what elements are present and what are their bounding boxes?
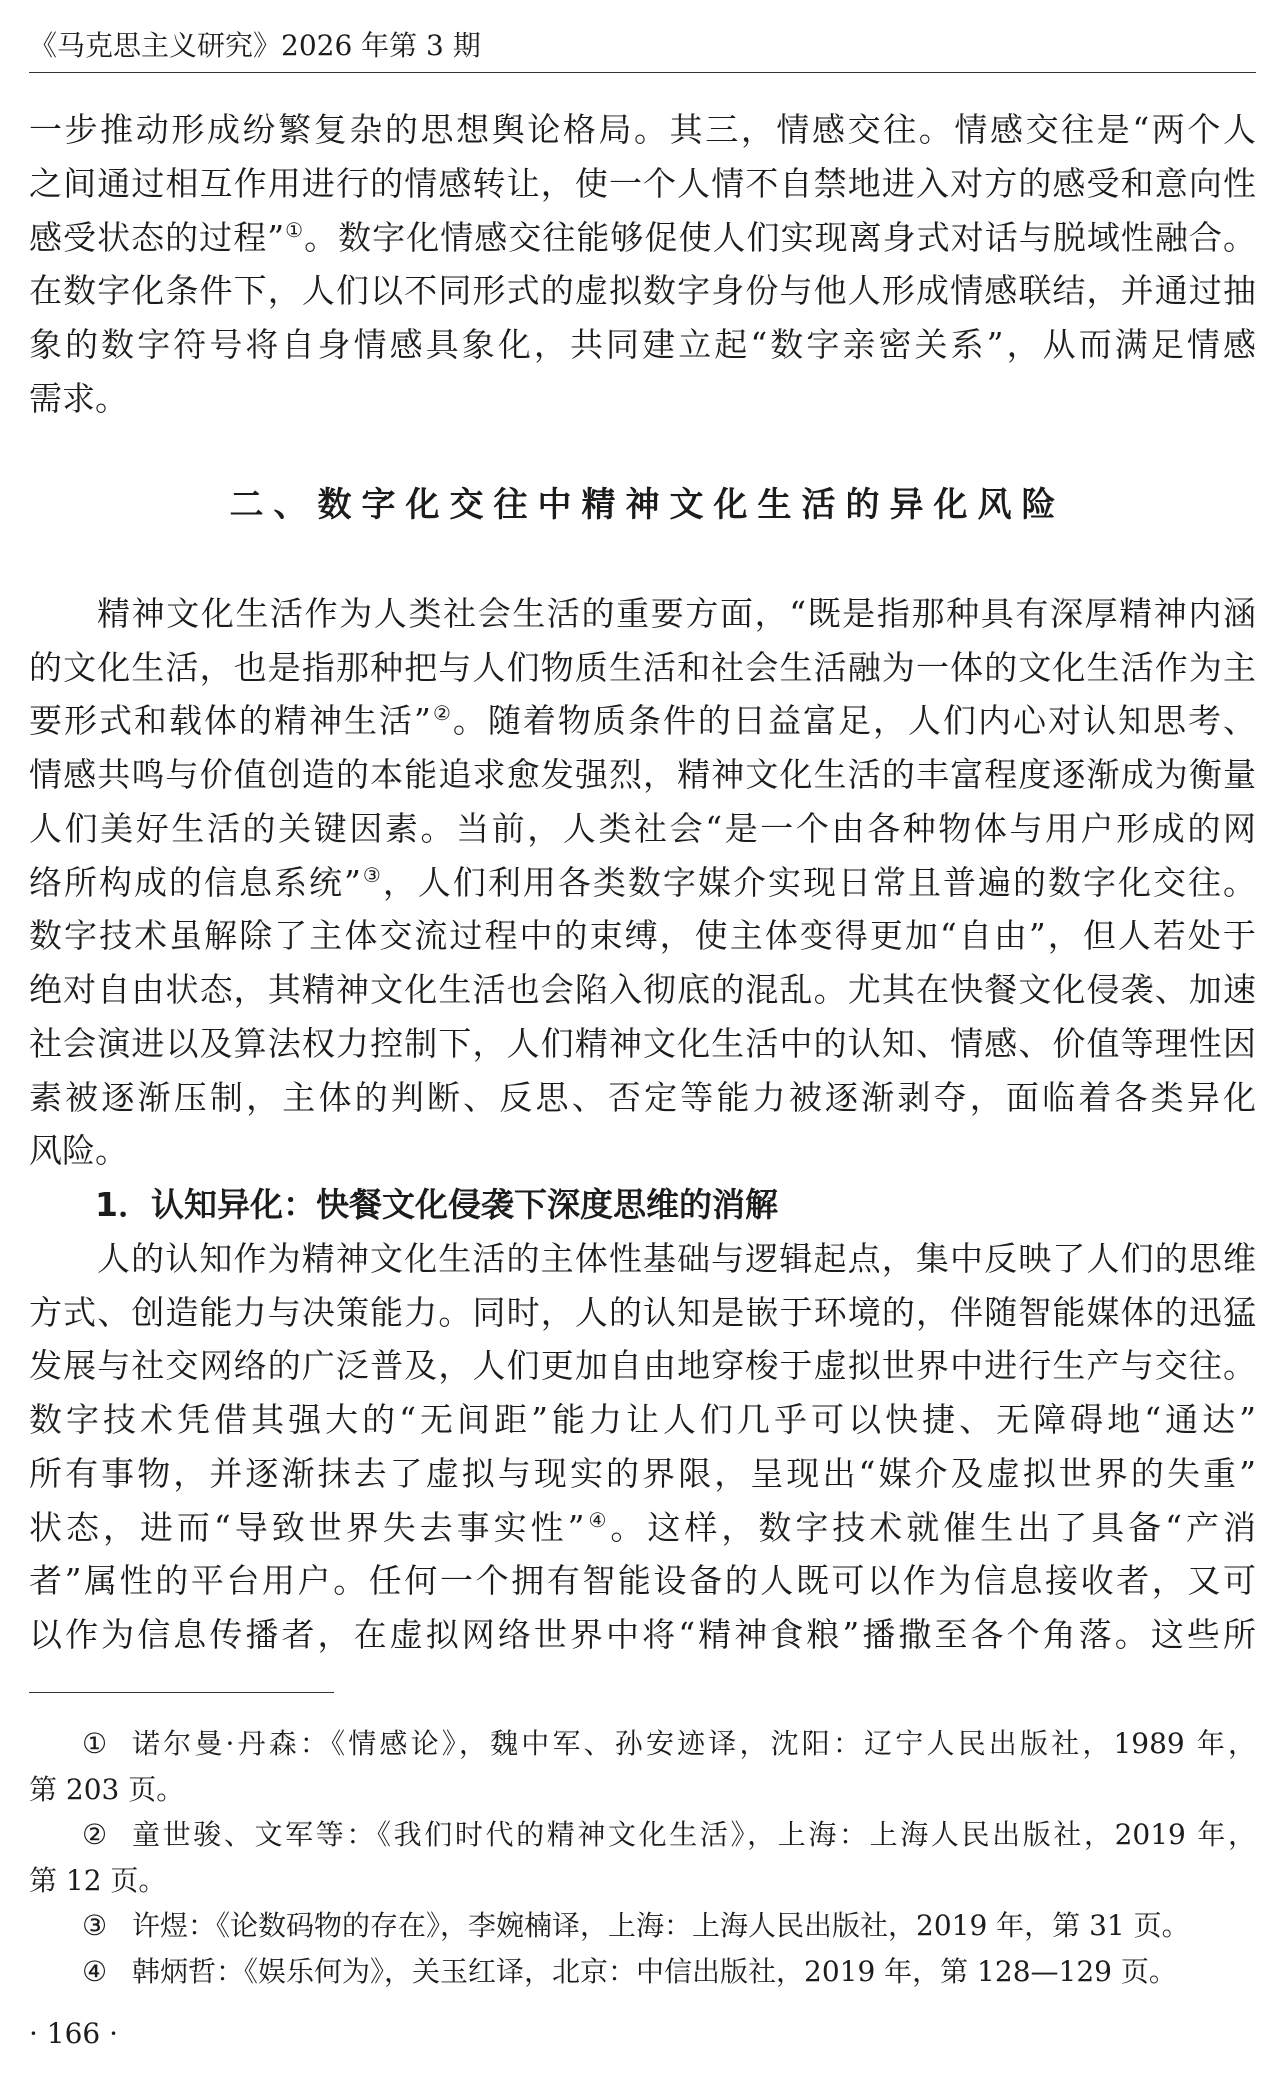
footnote bbox=[29, 1812, 1256, 1903]
header-rule bbox=[29, 72, 1256, 73]
section-heading: 二、数字化交往中精神文化生活的异化风险 bbox=[229, 485, 1066, 526]
text-line: 要形式和载体的精神生活”②。随着物质条件的日益富足，人们内心对认知思考、 bbox=[29, 701, 1256, 741]
running-header: 《马克思主义研究》2026 年第 3 期 bbox=[29, 29, 481, 62]
footnote-line: 第 12 页。 bbox=[29, 1863, 167, 1897]
footnote-marker: ② bbox=[82, 1818, 108, 1852]
footnote-ref: ④ bbox=[584, 1507, 611, 1532]
footnote-text: 许煜：《论数码物的存在》，李婉楠译，上海：上海人民出版社，2019 年，第 31 页。 bbox=[132, 1909, 1190, 1943]
text-line: 以作为信息传播者，在虚拟网络世界中将“精神食粮”播撒至各个角落。这些所 bbox=[29, 1615, 1256, 1654]
page-number: · 166 · bbox=[29, 2017, 119, 2050]
footnote bbox=[29, 1949, 1256, 1995]
text-line: 发展与社交网络的广泛普及，人们更加自由地穿梭于虚拟世界中进行生产与交往。 bbox=[29, 1346, 1256, 1386]
footnote-line bbox=[29, 1949, 1256, 1995]
text-line: 数字技术虽解除了主体交流过程中的束缚，使主体变得更加“自由”，但人若处于 bbox=[29, 916, 1256, 956]
text-line: 人们美好生活的关键因素。当前，人类社会“是一个由各种物体与用户形成的网 bbox=[29, 808, 1256, 848]
text-line: 风险。 bbox=[29, 1131, 128, 1171]
footnotes bbox=[29, 1721, 1256, 1995]
footnote-marker: ① bbox=[82, 1727, 108, 1760]
text-line: 的文化生活，也是指那种把与人们物质生活和社会生活融为一体的文化生活作为主 bbox=[29, 647, 1256, 687]
article-body bbox=[29, 103, 1256, 1662]
text-line: 之间通过相互作用进行的情感转让，使一个人情不自禁地进入对方的感受和意向性 bbox=[29, 163, 1256, 203]
text-line: 数字技术凭借其强大的“无间距”能力让人们几乎可以快捷、无障碍地“通达” bbox=[29, 1400, 1256, 1439]
text-line: 方式、创造能力与决策能力。同时，人的认知是嵌于环境的，伴随智能媒体的迅猛 bbox=[29, 1292, 1256, 1332]
text-line: 社会演进以及算法权力控制下，人们精神文化生活中的认知、情感、价值等理性因 bbox=[29, 1023, 1256, 1063]
footnote-marker: ③ bbox=[82, 1909, 108, 1943]
footnote-ref: ② bbox=[430, 701, 453, 726]
text-line: 需求。 bbox=[29, 378, 128, 418]
footnote-line bbox=[29, 1903, 1256, 1949]
footnote-text: 童世骏、文军等：《我们时代的精神文化生活》，上海：上海人民出版社，2019 年， bbox=[132, 1818, 1256, 1852]
text-line: 人的认知作为精神文化生活的主体性基础与逻辑起点，集中反映了人们的思维 bbox=[97, 1238, 1256, 1278]
footnote-line bbox=[29, 1721, 1256, 1767]
paragraph bbox=[29, 1232, 1256, 1662]
footnote-marker: ④ bbox=[82, 1954, 108, 1988]
footnote-rule bbox=[29, 1692, 334, 1693]
paragraph bbox=[29, 103, 1256, 426]
footnote bbox=[29, 1903, 1256, 1949]
paragraph bbox=[29, 587, 1256, 1178]
text-line: 一步推动形成纷繁复杂的思想舆论格局。其三，情感交往。情感交往是“两个人 bbox=[29, 110, 1256, 149]
text-line: 素被逐渐压制，主体的判断、反思、否定等能力被逐渐剥夺，面临着各类异化 bbox=[29, 1077, 1256, 1117]
text-line: 象的数字符号将自身情感具象化，共同建立起“数字亲密关系”，从而满足情感 bbox=[29, 325, 1256, 364]
text-line: 所有事物，并逐渐抹去了虚拟与现实的界限，呈现出“媒介及虚拟世界的失重” bbox=[29, 1453, 1256, 1493]
text-line: 者”属性的平台用户。任何一个拥有智能设备的人既可以作为信息接收者，又可 bbox=[29, 1561, 1256, 1601]
footnote-text: 诺尔曼·丹森：《情感论》，魏中军、孙安迹译，沈阳：辽宁人民出版社，1989 年， bbox=[132, 1727, 1256, 1760]
footnote-ref: ① bbox=[284, 217, 305, 242]
text-line: 精神文化生活作为人类社会生活的重要方面，“既是指那种具有深厚精神内涵 bbox=[97, 593, 1256, 633]
subsection-heading: 1．认知异化：快餐文化侵袭下深度思维的消解 bbox=[95, 1185, 778, 1224]
text-line: 络所构成的信息系统”③，人们利用各类数字媒介实现日常且普遍的数字化交往。 bbox=[29, 862, 1256, 902]
text-line: 在数字化条件下，人们以不同形式的虚拟数字身份与他人形成情感联结，并通过抽 bbox=[29, 271, 1256, 311]
text-line: 状态，进而“导致世界失去事实性”④。这样，数字技术就催生出了具备“产消 bbox=[29, 1507, 1256, 1547]
footnote-ref: ③ bbox=[360, 862, 383, 887]
footnote-line bbox=[29, 1812, 1256, 1858]
footnote-text: 韩炳哲：《娱乐何为》，关玉红译，北京：中信出版社，2019 年，第 128—129 页。 bbox=[132, 1954, 1177, 1988]
text-line: 绝对自由状态，其精神文化生活也会陷入彻底的混乱。尤其在快餐文化侵袭、加速 bbox=[29, 970, 1256, 1009]
text-line: 情感共鸣与价值创造的本能追求愈发强烈，精神文化生活的丰富程度逐渐成为衡量 bbox=[29, 755, 1256, 794]
footnote-line: 第 203 页。 bbox=[29, 1772, 185, 1806]
footnote bbox=[29, 1721, 1256, 1812]
text-line: 感受状态的过程”①。数字化情感交往能够促使人们实现离身式对话与脱域性融合。 bbox=[29, 217, 1256, 257]
